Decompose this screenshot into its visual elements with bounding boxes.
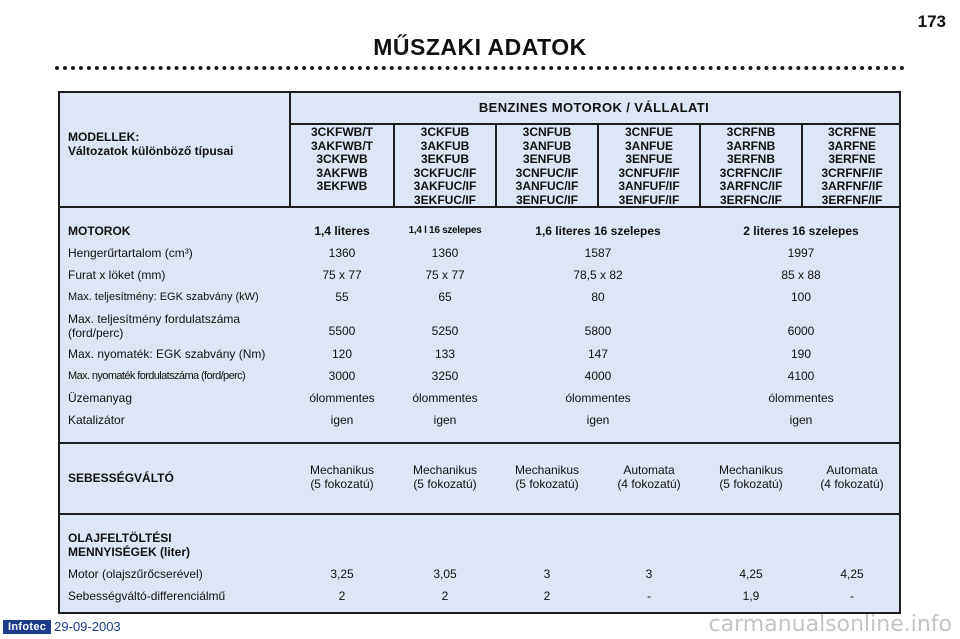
- spec-value: 1360: [431, 246, 459, 260]
- page-number: 173: [917, 12, 946, 31]
- oil-value: -: [850, 589, 854, 603]
- spec-value: 5500: [328, 324, 356, 338]
- gearbox-label: SEBESSÉGVÁLTÓ: [68, 471, 174, 485]
- oil-value: -: [647, 589, 651, 603]
- oil-capacities-label: OLAJFELTÖLTÉSI MENNYISÉGEK (liter): [68, 531, 191, 559]
- spec-value: 80: [591, 290, 605, 304]
- torque-rpm-label: Max. nyomaték fordulatszáma (ford/perc): [68, 370, 246, 382]
- spec-value: 133: [434, 347, 456, 361]
- footer: [3, 619, 121, 634]
- spec-value: ólommentes: [768, 391, 834, 405]
- table-header: BENZINES MOTOROK / VÁLLALATI: [478, 100, 710, 115]
- grid-line: [60, 513, 899, 515]
- dotted-divider: [55, 66, 905, 70]
- oil-value: 4,25: [840, 567, 864, 581]
- oil-value: 3,25: [330, 567, 354, 581]
- spec-value: 147: [587, 347, 609, 361]
- fuel-label: Üzemanyag: [68, 391, 133, 405]
- spec-value: ólommentes: [309, 391, 375, 405]
- spec-value: 1360: [328, 246, 356, 260]
- spec-value: 3250: [431, 369, 459, 383]
- diff-oil-label: Sebességváltó-differenciálmű: [68, 589, 226, 603]
- footer-date: 29-09-2003: [54, 619, 121, 634]
- model-codes-col-5: 3CRFNB 3ARFNB 3ERFNB 3CRFNC/IF 3ARFNC/IF 3ERFNC/IF: [719, 125, 783, 207]
- oil-value: 3: [543, 567, 551, 581]
- spec-table: [58, 91, 901, 614]
- infotec-logo: Infotec: [3, 620, 51, 634]
- gearbox-cell: Mechanikus (5 fokozatú): [718, 463, 784, 491]
- spec-value: ólommentes: [412, 391, 478, 405]
- oil-value: 4,25: [739, 567, 763, 581]
- oil-value: 2: [338, 589, 346, 603]
- grid-line: [60, 442, 899, 444]
- oil-value: 2: [543, 589, 551, 603]
- model-codes-col-1: 3CKFWB/T 3AKFWB/T 3CKFWB 3AKFWB 3EKFWB: [311, 125, 373, 194]
- model-codes-col-4: 3CNFUE 3ANFUE 3ENFUE 3CNFUF/IF 3ANFUF/IF 3ENFUF/IF: [618, 125, 680, 207]
- spec-value: 6000: [787, 324, 815, 338]
- spec-value: 3000: [328, 369, 356, 383]
- power-rpm-label: Max. teljesítmény fordulatszáma (ford/perc): [68, 312, 241, 340]
- spec-value: 85 x 88: [781, 268, 821, 282]
- spec-value: 1997: [787, 246, 815, 260]
- spec-value: 75 x 77: [425, 268, 465, 282]
- gearbox-cell: Automata (4 fokozatú): [820, 463, 884, 491]
- engine-2: 1,4 l 16 szelepes: [408, 225, 482, 236]
- spec-value: 78,5 x 82: [573, 268, 623, 282]
- catalyst-label: Katalizátor: [68, 413, 125, 427]
- spec-value: 75 x 77: [322, 268, 362, 282]
- gearbox-cell: Mechanikus (5 fokozatú): [309, 463, 375, 491]
- model-codes-col-2: 3CKFUB 3AKFUB 3EKFUB 3CKFUC/IF 3AKFUC/IF 3EKFUC/IF: [413, 125, 477, 207]
- model-codes-col-6: 3CRFNE 3ARFNE 3ERFNE 3CRFNF/IF 3ARFNF/IF 3ERFNF/IF: [821, 125, 883, 207]
- watermark: carmanualsonline.info: [708, 612, 952, 637]
- displacement-label: Hengerűrtartalom (cm³): [68, 246, 193, 260]
- oil-value: 3: [645, 567, 653, 581]
- max-power-label: Max. teljesítmény: EGK szabvány (kW): [68, 291, 259, 303]
- spec-value: ólommentes: [565, 391, 631, 405]
- spec-value: igen: [586, 413, 610, 427]
- spec-value: 1587: [584, 246, 612, 260]
- engines-label: MOTOROK: [68, 224, 131, 238]
- engine-oil-label: Motor (olajszűrőcserével): [68, 567, 203, 581]
- spec-value: igen: [789, 413, 813, 427]
- page-title: MŰSZAKI ADATOK: [373, 34, 587, 60]
- spec-value: 100: [790, 290, 812, 304]
- spec-value: 55: [335, 290, 349, 304]
- spec-value: igen: [330, 413, 354, 427]
- engine-1: 1,4 literes: [314, 224, 370, 238]
- variants-label: Változatok különböző típusai: [68, 144, 234, 158]
- spec-value: igen: [433, 413, 457, 427]
- spec-value: 120: [331, 347, 353, 361]
- model-codes-col-3: 3CNFUB 3ANFUB 3ENFUB 3CNFUC/IF 3ANFUC/IF 3ENFUC/IF: [515, 125, 579, 207]
- spec-value: 65: [438, 290, 452, 304]
- gearbox-cell: Mechanikus (5 fokozatú): [412, 463, 478, 491]
- spec-value: 5800: [584, 324, 612, 338]
- oil-value: 1,9: [742, 589, 760, 603]
- spec-value: 5250: [431, 324, 459, 338]
- grid-line: [289, 123, 899, 125]
- oil-value: 3,05: [433, 567, 457, 581]
- gearbox-cell: Automata (4 fokozatú): [617, 463, 681, 491]
- bore-stroke-label: Furat x löket (mm): [68, 268, 166, 282]
- spec-value: 4000: [584, 369, 612, 383]
- engine-3: 1,6 literes 16 szelepes: [535, 224, 661, 238]
- max-torque-label: Max. nyomaték: EGK szabvány (Nm): [68, 347, 266, 361]
- spec-value: 4100: [787, 369, 815, 383]
- spec-value: 190: [790, 347, 812, 361]
- oil-value: 2: [441, 589, 449, 603]
- gearbox-cell: Mechanikus (5 fokozatú): [514, 463, 580, 491]
- models-label: MODELLEK:: [68, 130, 140, 144]
- engine-4: 2 literes 16 szelepes: [743, 224, 859, 238]
